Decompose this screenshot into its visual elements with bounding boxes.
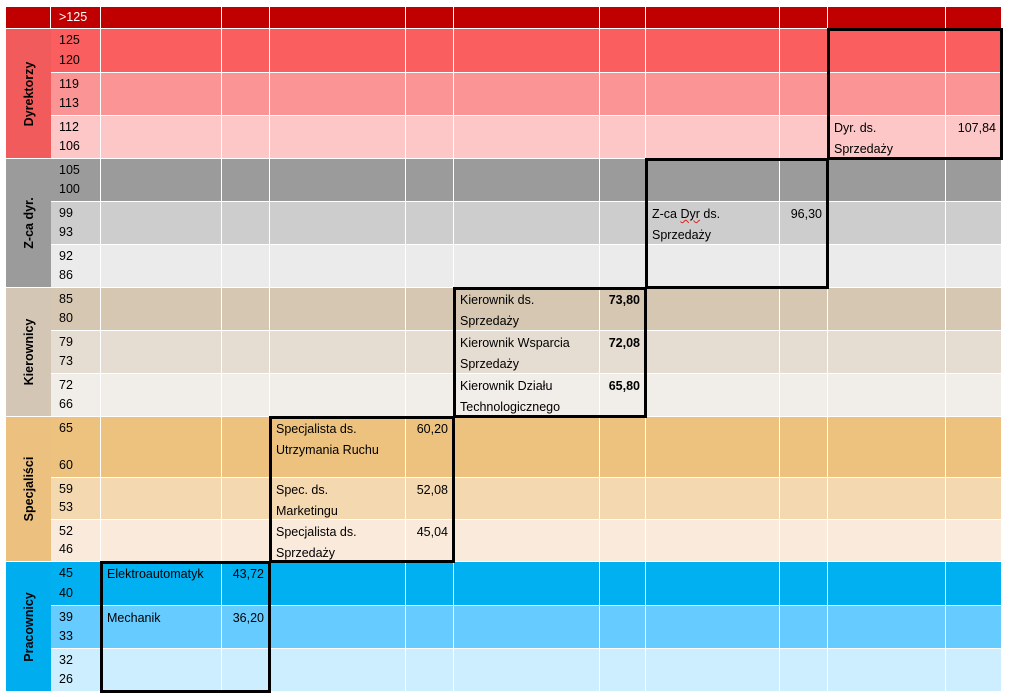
grade-low: 93 xyxy=(59,225,73,239)
top-margin xyxy=(0,0,1009,5)
grid-cell xyxy=(222,29,270,73)
category-label: Specjaliści xyxy=(21,456,36,522)
grid-cell xyxy=(406,649,454,692)
position-label-part: ds. xyxy=(699,207,721,221)
grid-cell xyxy=(946,202,1002,245)
position-label-line1: Elektroautomatyk xyxy=(107,567,204,581)
grade-range-cell xyxy=(51,417,101,478)
position-value: 73,80 xyxy=(608,293,640,307)
grid-cell xyxy=(946,159,1002,202)
grid-cell xyxy=(946,73,1002,116)
grid-cell xyxy=(780,374,828,417)
grid-cell xyxy=(646,562,780,606)
grid-cell xyxy=(646,73,780,116)
grade-range-cell xyxy=(51,288,101,331)
grade-high: 72 xyxy=(59,378,73,392)
grade-high: 125 xyxy=(59,33,80,47)
grid-cell xyxy=(101,29,222,73)
grid-cell xyxy=(270,116,406,159)
grid-cell xyxy=(646,29,780,73)
grid-cell xyxy=(406,606,454,649)
grade-low: 40 xyxy=(59,586,73,600)
grid-cell xyxy=(101,73,222,116)
position-label-line2: Technologicznego xyxy=(460,400,561,414)
grid-cell xyxy=(946,520,1002,562)
grade-range-cell xyxy=(51,73,101,116)
grade-range-cell xyxy=(51,245,101,288)
grade-range-cell xyxy=(51,374,101,417)
grid-cell xyxy=(270,562,406,606)
grid-cell xyxy=(600,562,646,606)
grid-cell xyxy=(946,245,1002,288)
grid-cell xyxy=(600,202,646,245)
grid-cell xyxy=(600,649,646,692)
grade-low: 46 xyxy=(59,542,73,556)
category-cell xyxy=(6,562,51,692)
grid-cell xyxy=(600,520,646,562)
grid-cell xyxy=(454,202,600,245)
grid-cell xyxy=(222,159,270,202)
position-value: 60,20 xyxy=(416,422,448,436)
position-label-line1: Mechanik xyxy=(107,611,161,625)
grid-cell xyxy=(222,73,270,116)
grid-cell xyxy=(828,649,946,692)
grid-cell xyxy=(270,331,406,374)
grid-cell xyxy=(101,202,222,245)
grade-high: 39 xyxy=(59,610,73,624)
grid-cell xyxy=(270,374,406,417)
grid-cell xyxy=(828,245,946,288)
category-label: Dyrektorzy xyxy=(21,61,36,126)
position-label-line1 xyxy=(652,204,774,225)
grid-cell xyxy=(780,116,828,159)
grid-cell xyxy=(222,478,270,520)
grade-range-cell xyxy=(51,606,101,649)
grid-cell xyxy=(780,245,828,288)
grid-cell xyxy=(600,478,646,520)
grade-range-cell xyxy=(51,331,101,374)
grid-cell xyxy=(270,288,406,331)
grid-cell xyxy=(454,159,600,202)
category-cell xyxy=(6,29,51,159)
grid-cell xyxy=(454,520,600,562)
grade-low: 26 xyxy=(59,672,73,686)
position-label-line2: Utrzymania Ruchu xyxy=(276,443,379,457)
grid-cell xyxy=(101,245,222,288)
category-cell xyxy=(6,159,51,288)
grid-cell xyxy=(780,73,828,116)
grade-low: 100 xyxy=(59,182,80,196)
position-specjalista-utrzymania xyxy=(270,417,406,478)
grid-cell xyxy=(406,288,454,331)
position-value: 43,72 xyxy=(232,567,264,581)
grid-cell xyxy=(454,606,600,649)
grid-cell xyxy=(646,159,780,202)
grid-cell xyxy=(646,417,780,478)
grid-cell xyxy=(828,478,946,520)
position-label-line1: Kierownik Wsparcia xyxy=(460,336,570,350)
grid-cell xyxy=(780,288,828,331)
grid-cell xyxy=(270,649,406,692)
grid-cell xyxy=(780,478,828,520)
grid-cell xyxy=(600,417,646,478)
grid-cell xyxy=(780,562,828,606)
grid-cell xyxy=(454,245,600,288)
position-label-line2: Marketingu xyxy=(276,504,338,518)
grid-cell xyxy=(406,116,454,159)
grid-cell xyxy=(270,73,406,116)
position-label-line1: Specjalista ds. xyxy=(276,525,357,539)
grid-cell xyxy=(101,331,222,374)
grid-cell xyxy=(600,116,646,159)
grid-cell xyxy=(222,374,270,417)
grade-low: 86 xyxy=(59,268,73,282)
grade-low: 113 xyxy=(59,96,79,110)
grid-cell xyxy=(646,331,780,374)
grid-cell xyxy=(406,562,454,606)
grade-high: 32 xyxy=(59,653,73,667)
grid-cell xyxy=(646,520,780,562)
grade-high: 105 xyxy=(59,163,80,177)
grade-low: 60 xyxy=(59,458,73,472)
grid-cell xyxy=(406,73,454,116)
position-spec-marketingu xyxy=(270,478,406,520)
grid-cell xyxy=(780,159,828,202)
grid-cell xyxy=(222,288,270,331)
grade-high: 45 xyxy=(59,566,73,580)
grid-cell xyxy=(600,245,646,288)
grid-cell xyxy=(454,562,600,606)
grade-high: 65 xyxy=(59,421,73,435)
header-cell xyxy=(828,7,946,29)
header-cell xyxy=(600,7,646,29)
grid-cell xyxy=(946,417,1002,478)
grade-high: 119 xyxy=(59,77,79,91)
grid-cell xyxy=(828,73,946,116)
grid-cell xyxy=(646,245,780,288)
header-range-label: >125 xyxy=(59,10,88,24)
grid-cell xyxy=(101,374,222,417)
grid-cell xyxy=(270,606,406,649)
grid-cell xyxy=(946,606,1002,649)
category-label: Kierownicy xyxy=(21,318,36,386)
category-label: Z-ca dyr. xyxy=(21,197,36,249)
grade-range-cell xyxy=(51,116,101,159)
grade-high: 99 xyxy=(59,206,73,220)
grid-cell xyxy=(600,73,646,116)
grid-cell xyxy=(406,159,454,202)
header-cell xyxy=(101,7,222,29)
grid-cell xyxy=(780,606,828,649)
category-label: Pracownicy xyxy=(21,591,36,662)
position-value: 45,04 xyxy=(416,525,448,539)
category-cell xyxy=(6,288,51,417)
grid-cell xyxy=(646,606,780,649)
grade-low: 106 xyxy=(59,139,80,153)
grid-cell xyxy=(946,562,1002,606)
grade-low: 120 xyxy=(59,53,80,67)
grid-cell xyxy=(222,520,270,562)
grade-high: 112 xyxy=(59,120,79,134)
grid-cell xyxy=(222,116,270,159)
header-cell xyxy=(946,7,1002,29)
position-zca-dyr-sprzedazy xyxy=(646,202,780,245)
grid-cell xyxy=(828,562,946,606)
grid-cell xyxy=(270,159,406,202)
grid-cell xyxy=(780,649,828,692)
grid-cell xyxy=(406,331,454,374)
grid-cell xyxy=(406,245,454,288)
header-cell xyxy=(406,7,454,29)
position-elektroautomatyk xyxy=(101,562,222,606)
grid-cell xyxy=(946,478,1002,520)
grade-range-cell xyxy=(51,520,101,562)
grade-high: 79 xyxy=(59,335,73,349)
grid-cell xyxy=(828,29,946,73)
header-cell xyxy=(270,7,406,29)
grid-cell xyxy=(828,520,946,562)
grid-cell xyxy=(600,606,646,649)
grid-cell xyxy=(600,159,646,202)
grid-cell xyxy=(646,374,780,417)
grid-cell xyxy=(101,649,222,692)
grid-cell xyxy=(828,331,946,374)
position-value: 72,08 xyxy=(608,336,640,350)
grid-cell xyxy=(946,374,1002,417)
grade-low: 66 xyxy=(59,397,73,411)
grid-cell xyxy=(454,649,600,692)
grid-cell xyxy=(600,29,646,73)
header-cell xyxy=(780,7,828,29)
position-kierownik-sprzedazy xyxy=(454,288,600,331)
grade-low: 53 xyxy=(59,500,73,514)
grid-cell xyxy=(101,478,222,520)
grid-cell xyxy=(406,202,454,245)
category-cell xyxy=(6,417,51,562)
grid-cell xyxy=(646,116,780,159)
grid-cell xyxy=(780,417,828,478)
grid-cell xyxy=(828,288,946,331)
grid-cell xyxy=(222,245,270,288)
grade-low: 33 xyxy=(59,629,73,643)
grid-cell xyxy=(454,116,600,159)
header-cell xyxy=(222,7,270,29)
position-label-line2: Sprzedaży xyxy=(652,228,712,242)
grade-range-cell xyxy=(51,29,101,73)
grade-range-cell xyxy=(51,478,101,520)
grid-cell xyxy=(780,29,828,73)
position-specjalista-sprzedazy xyxy=(270,520,406,562)
grid-cell xyxy=(780,331,828,374)
grid-cell xyxy=(646,649,780,692)
grid-cell xyxy=(946,331,1002,374)
grade-high: 85 xyxy=(59,292,73,306)
grade-high: 59 xyxy=(59,482,73,496)
position-label-line1: Kierownik ds. xyxy=(460,293,535,307)
header-range-cell xyxy=(51,7,101,29)
grid-cell xyxy=(222,202,270,245)
grade-low: 73 xyxy=(59,354,73,368)
position-label-line1: Dyr. ds. xyxy=(834,121,877,135)
position-value: 96,30 xyxy=(790,207,822,221)
position-label-line2: Sprzedaży xyxy=(276,546,336,560)
grade-high: 92 xyxy=(59,249,73,263)
grid-cell xyxy=(828,159,946,202)
grid-cell xyxy=(454,417,600,478)
position-mechanik xyxy=(101,606,222,649)
position-label-line2: Sprzedaży xyxy=(460,357,520,371)
grid-cell xyxy=(828,417,946,478)
grade-high: 52 xyxy=(59,524,73,538)
position-label-line1: Specjalista ds. xyxy=(276,422,357,436)
grid-cell xyxy=(406,29,454,73)
grid-cell xyxy=(101,288,222,331)
grade-range-cell xyxy=(51,649,101,692)
grid-cell xyxy=(646,288,780,331)
position-value: 36,20 xyxy=(232,611,264,625)
grid-cell xyxy=(454,73,600,116)
spellcheck-flagged-word: Dyr xyxy=(680,207,700,221)
position-label-line2: Sprzedaży xyxy=(460,314,520,328)
grade-low: 80 xyxy=(59,311,73,325)
grid-cell xyxy=(454,29,600,73)
grid-cell xyxy=(946,288,1002,331)
position-label-line2: Sprzedaży xyxy=(834,142,894,156)
grid-cell xyxy=(828,374,946,417)
position-dyr-sprzedazy xyxy=(828,116,946,159)
grid-cell xyxy=(454,478,600,520)
position-value: 107,84 xyxy=(957,121,996,135)
grade-range-cell xyxy=(51,159,101,202)
grid-cell xyxy=(101,159,222,202)
grid-cell xyxy=(101,520,222,562)
grid-cell xyxy=(270,245,406,288)
position-kierownik-dzialu-tech xyxy=(454,374,600,417)
grade-range-cell xyxy=(51,202,101,245)
grid-cell xyxy=(101,116,222,159)
grid-cell xyxy=(828,202,946,245)
position-value: 52,08 xyxy=(416,483,448,497)
grid-cell xyxy=(646,478,780,520)
position-label-line1: Spec. ds. xyxy=(276,483,329,497)
grid-cell xyxy=(828,606,946,649)
grid-cell xyxy=(270,29,406,73)
position-kierownik-wsparcia xyxy=(454,331,600,374)
grid-cell xyxy=(222,417,270,478)
grade-range-cell xyxy=(51,562,101,606)
position-value: 65,80 xyxy=(608,379,640,393)
grid-cell xyxy=(780,520,828,562)
grid-cell xyxy=(946,29,1002,73)
grid-cell xyxy=(222,331,270,374)
position-label-line1: Kierownik Działu xyxy=(460,379,553,393)
grid-cell xyxy=(406,374,454,417)
header-corner xyxy=(6,7,51,29)
grid-cell xyxy=(946,649,1002,692)
header-cell xyxy=(646,7,780,29)
grid-cell xyxy=(222,649,270,692)
grid-cell xyxy=(101,417,222,478)
header-cell xyxy=(454,7,600,29)
position-label-part: Z-ca xyxy=(652,207,681,221)
grid-cell xyxy=(270,202,406,245)
